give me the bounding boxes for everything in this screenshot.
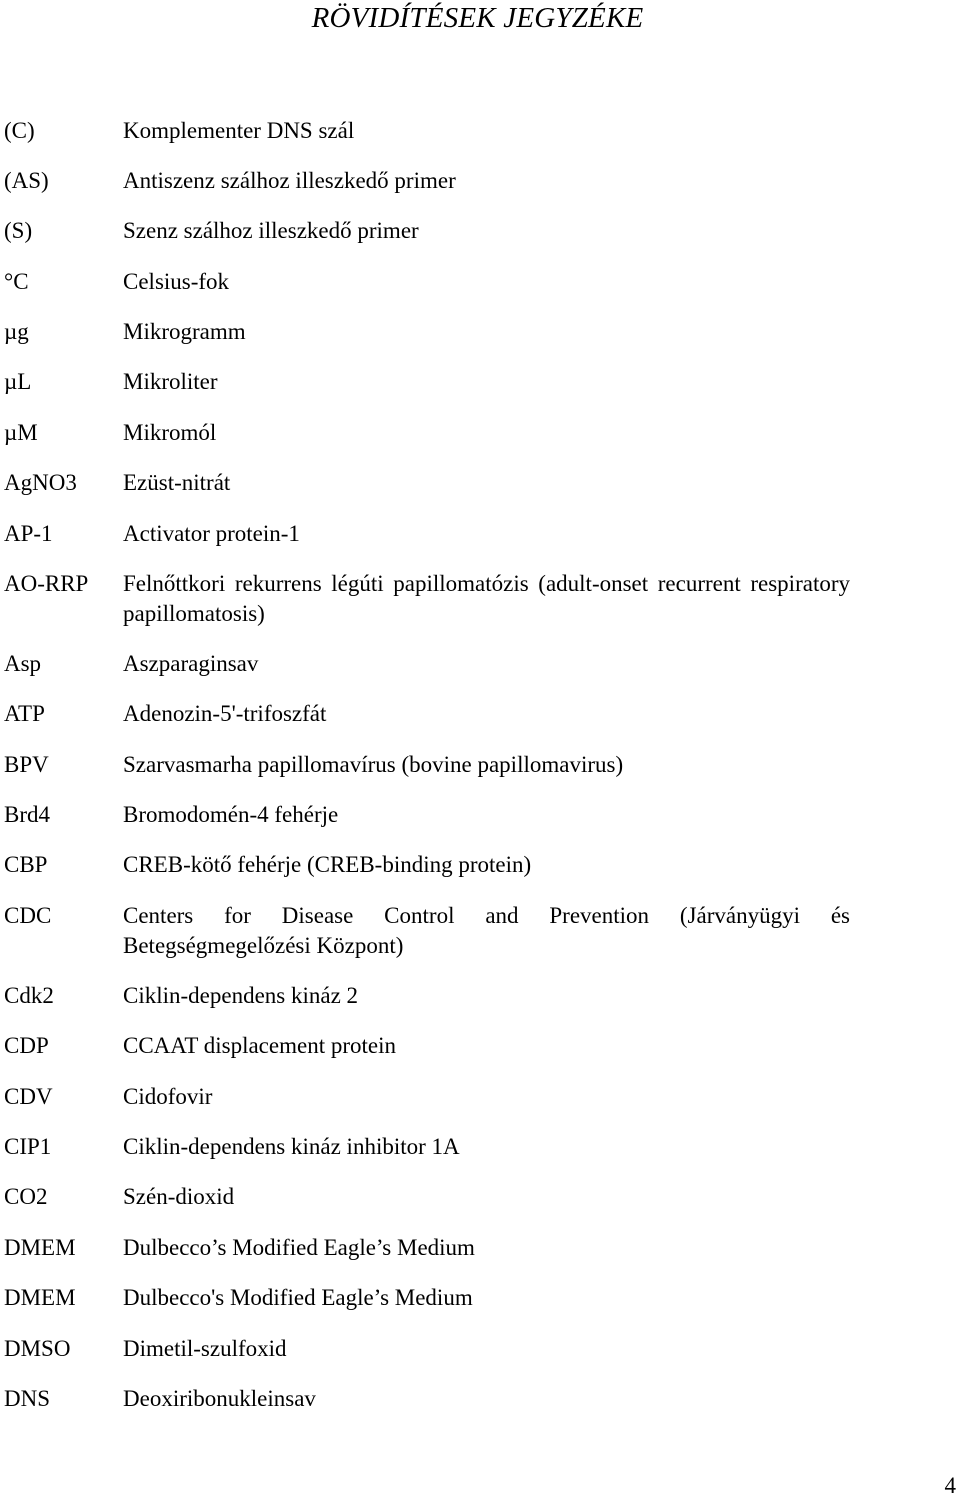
definition: Dimetil-szulfoxid <box>123 1336 287 1361</box>
definition: Dulbecco’s Modified Eagle’s Medium <box>123 1235 475 1260</box>
abbreviation: Cdk2 <box>4 983 54 1008</box>
definition: Deoxiribonukleinsav <box>123 1386 316 1411</box>
abbreviation: CBP <box>4 852 48 877</box>
list-item <box>0 1182 850 1212</box>
definition: Cidofovir <box>123 1084 213 1109</box>
page-number: 4 <box>944 1473 956 1498</box>
list-item <box>0 1031 850 1061</box>
list-item <box>0 649 850 679</box>
list-item <box>0 569 850 629</box>
abbreviation: (AS) <box>4 168 49 193</box>
list-item <box>0 981 850 1011</box>
abbreviation: Brd4 <box>4 802 50 827</box>
abbreviation: Asp <box>4 651 42 676</box>
definition: CCAAT displacement protein <box>123 1033 396 1058</box>
definition: Szarvasmarha papillomavírus (bovine papillomavirus) <box>123 752 624 777</box>
abbreviation: CO2 <box>4 1184 48 1209</box>
abbreviation: ATP <box>4 701 45 726</box>
abbreviation: CIP1 <box>4 1134 52 1159</box>
abbreviation: °C <box>4 269 29 294</box>
abbreviation: (S) <box>4 218 33 243</box>
abbreviation: DMSO <box>4 1336 71 1361</box>
definition: Mikromól <box>123 420 217 445</box>
abbreviation: BPV <box>4 752 49 777</box>
list-item <box>0 800 850 830</box>
definition: Szén-dioxid <box>123 1184 235 1209</box>
abbreviation: AP-1 <box>4 521 53 546</box>
list-item <box>0 1283 850 1313</box>
definition: Komplementer DNS szál <box>123 118 355 143</box>
list-item <box>0 750 850 780</box>
abbreviation: µg <box>4 319 29 344</box>
list-item <box>0 1233 850 1263</box>
list-item <box>0 850 850 880</box>
definition: Ciklin-dependens kináz 2 <box>123 983 359 1008</box>
abbreviation: DMEM <box>4 1285 76 1310</box>
list-item <box>0 1384 850 1414</box>
definition: Activator protein-1 <box>123 521 300 546</box>
list-item <box>0 317 850 347</box>
abbreviation: AO-RRP <box>4 571 89 596</box>
definition: Szenz szálhoz illeszkedő primer <box>123 218 419 243</box>
definition: Adenozin-5'-trifoszfát <box>123 701 327 726</box>
definition: Bromodomén-4 fehérje <box>123 802 339 827</box>
list-item <box>0 367 850 397</box>
abbreviation: µM <box>4 420 38 445</box>
list-item <box>0 1334 850 1364</box>
page-title: RÖVIDÍTÉSEK JEGYZÉKE <box>311 2 644 34</box>
definition: Ezüst-nitrát <box>123 470 231 495</box>
definition: Ciklin-dependens kináz inhibitor 1A <box>123 1134 460 1159</box>
list-item <box>0 216 850 246</box>
definition: Felnőttkori rekurrens légúti papillomatózis (adult-onset recurrent respiratory papillomatosis) <box>123 571 850 626</box>
list-item <box>0 1082 850 1112</box>
abbreviation: (C) <box>4 118 35 143</box>
abbreviation: DMEM <box>4 1235 76 1260</box>
abbreviation: CDV <box>4 1084 53 1109</box>
list-item <box>0 468 850 498</box>
definition: Aszparaginsav <box>123 651 259 676</box>
definition: Dulbecco's Modified Eagle’s Medium <box>123 1285 473 1310</box>
list-item <box>0 1132 850 1162</box>
definition: CREB-kötő fehérje (CREB-binding protein) <box>123 852 532 877</box>
list-item <box>0 519 850 549</box>
abbreviation: DNS <box>4 1386 51 1411</box>
list-item <box>0 901 850 961</box>
list-item <box>0 267 850 297</box>
abbreviation: CDP <box>4 1033 49 1058</box>
definition: Mikroliter <box>123 369 218 394</box>
abbreviation: µL <box>4 369 32 394</box>
abbreviation: CDC <box>4 903 52 928</box>
definition: Mikrogramm <box>123 319 246 344</box>
definition: Antiszenz szálhoz illeszkedő primer <box>123 168 456 193</box>
definition: Celsius-fok <box>123 269 230 294</box>
list-item <box>0 166 850 196</box>
definition: Centers for Disease Control and Prevention (Járványügyi és Betegségmegelőzési Központ) <box>123 903 850 958</box>
abbreviation: AgNO3 <box>4 470 77 495</box>
list-item <box>0 699 850 729</box>
list-item <box>0 116 850 146</box>
list-item <box>0 418 850 448</box>
